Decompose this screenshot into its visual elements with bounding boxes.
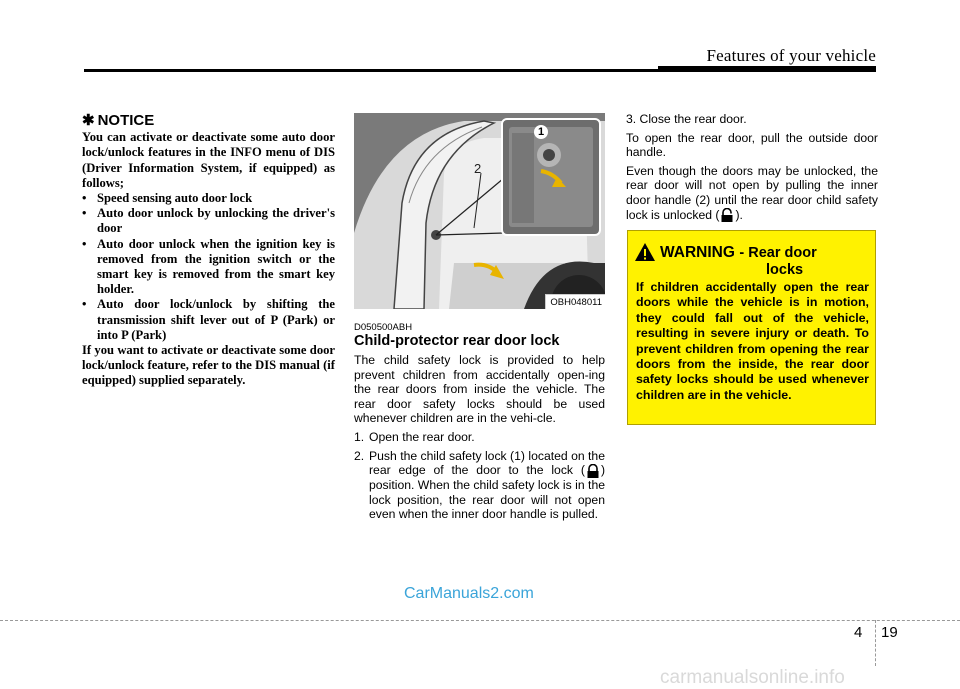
warning-box [627,230,876,425]
notice-outro: If you want to activate or deactivate some door lock/unlock feature, refer to the DIS manual (if equipped) supplied separately. [82,343,335,388]
unlock-icon [719,208,735,222]
unlock-text-b: ). [735,207,743,222]
notice-intro: You can activate or deactivate some auto door lock/unlock features in the INFO menu of DIS (Driver Information System, if equipped) as follows; [82,130,335,190]
site-footer: carmanualsonline.info [660,667,845,688]
footer-rule [0,620,960,621]
step-number: 2. [354,448,365,463]
illustration-caption: OBH048011 [545,294,605,309]
right-column-text [626,112,878,226]
notice-item: • Auto door lock/unlock by shifting the transmission shift lever out of P (Park) or into P (Park) [82,297,335,343]
step-3: 3. Close the rear door. [626,112,747,126]
step-text [369,449,605,522]
warning-subtitle-line2: locks [766,262,804,278]
unlock-paragraph [626,164,878,223]
warning-heading [634,244,817,278]
header-rule-accent [658,66,876,72]
warning-triangle-icon [634,242,656,262]
section-title: Child-protector rear door lock [354,333,560,349]
open-door-paragraph: To open the rear door, pull the outside door handle. [626,130,878,160]
warning-subtitle: - Rear door [739,245,817,261]
lock-icon [585,464,601,478]
unlock-text-a: Even though the doors may be unlocked, the rear door will not open by pulling the inner door handle (2) until the rear door child safety lock is unlocked ( [626,163,878,222]
notice-item: • Speed sensing auto door lock [82,191,335,206]
section-code: D050500ABH [354,322,413,333]
step-2-text-a: Push the child safety lock (1) located on the rear edge of the door to the lock ( [369,448,605,478]
notice-item: • Auto door unlock by unlocking the driver's door [82,206,335,236]
notice-star-icon: ✱ [82,112,95,129]
notice-list [82,191,335,343]
page-header-title: Features of your vehicle [706,46,876,65]
section-intro: The child safety lock is provided to help prevent children from accidentally open-ing the rear doors from inside the vehicle. The rear door safety locks should be used whenever children are in the vehi-cle. [354,353,605,426]
watermark-text: CarManuals2.com [404,585,534,602]
callout-1: 1 [534,125,548,139]
step-1 [354,430,605,445]
rear-door-drawing [354,113,605,309]
warning-title: WARNING [660,244,735,261]
callout-2: 2 [474,161,482,176]
warning-body: If children accidentally open the rear doors while the vehicle is in motion, they could fall out of the vehicle, resulting in severe injury or death. To prevent children from opening the rear doors from the inside, the rear door safety locks should be used whenever children are in the vehicle. [636,280,869,402]
step-2-text-b: ) position. When the child safety lock is in the lock position, the rear door will not open even when the inner door handle is pulled. [369,463,605,522]
step-text: Open the rear door. [369,429,475,444]
notice-heading [82,113,335,128]
section-number: 4 [854,624,863,641]
page-separator [875,620,877,666]
warning-title-group [660,244,817,278]
notice-title: NOTICE [97,112,155,129]
page-number: 19 [881,624,898,641]
step-number: 1. [354,429,365,444]
step-2 [354,449,605,522]
child-lock-illustration [354,113,605,309]
notice-block [82,113,335,389]
notice-item: • Auto door unlock when the ignition key is removed from the ignition switch or the smart key is removed from the smart key holder. [82,237,335,298]
section-body [354,353,605,522]
